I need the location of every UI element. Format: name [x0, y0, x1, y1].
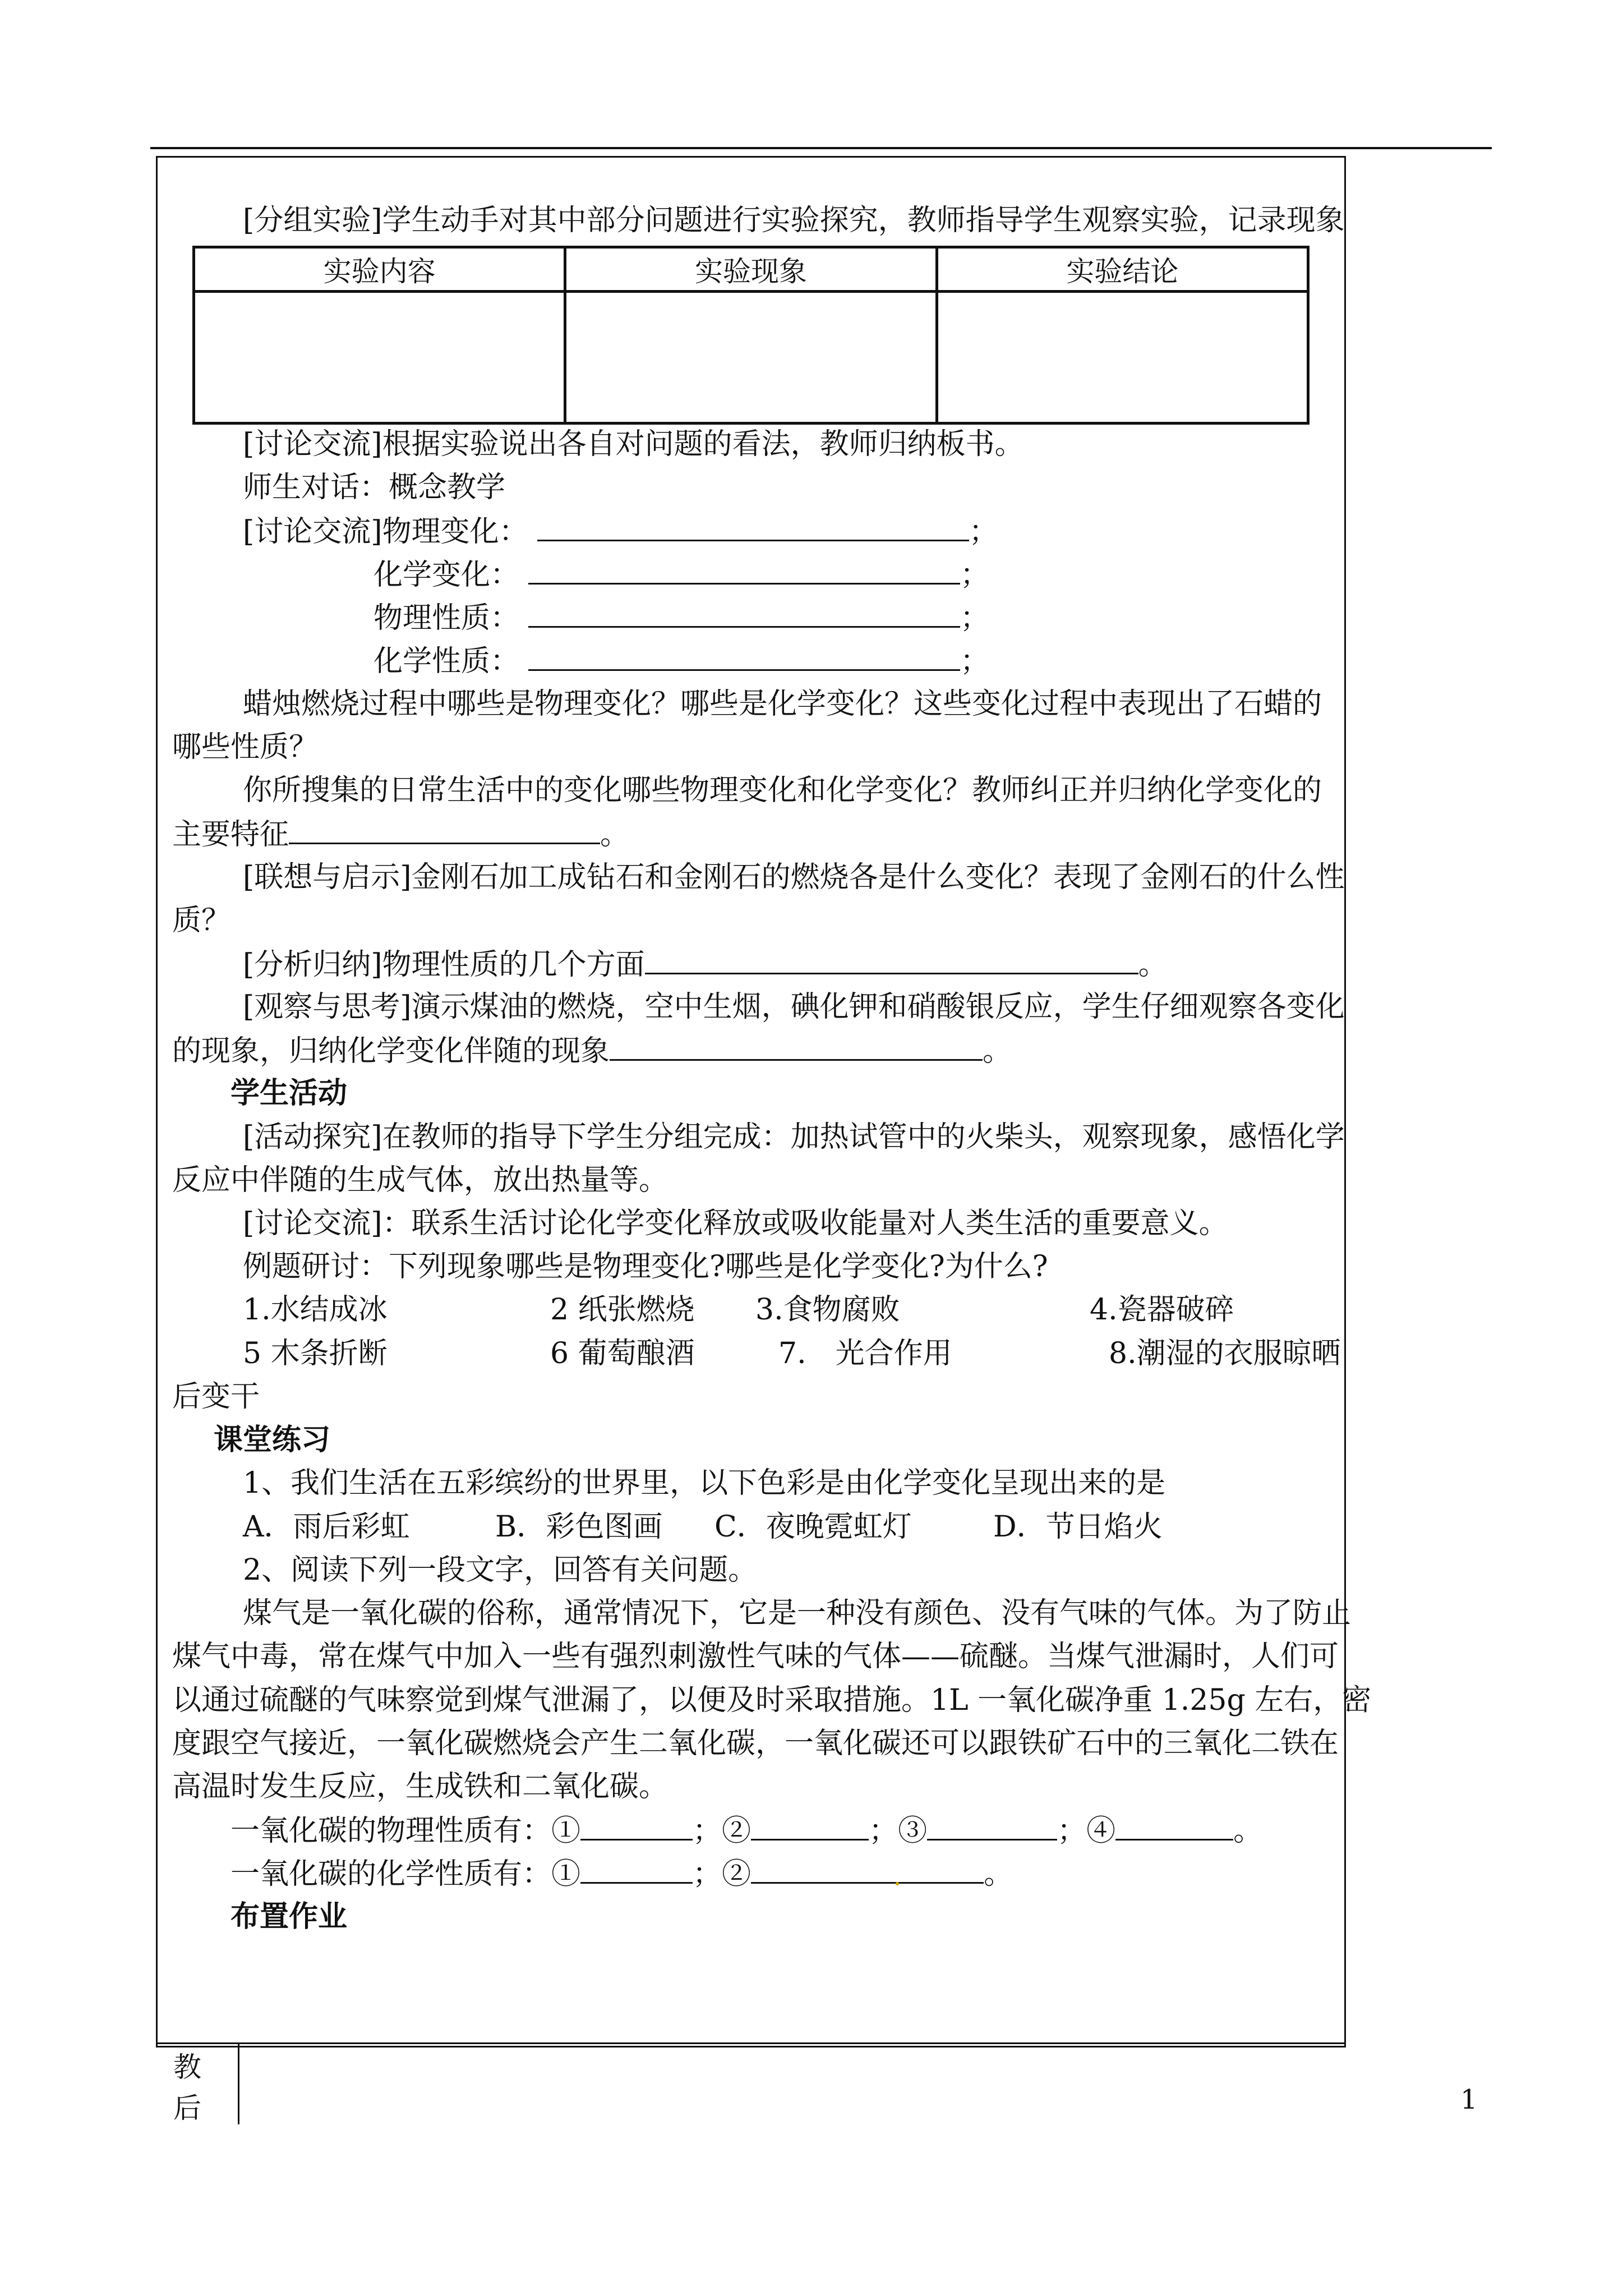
table-header-row — [194, 247, 1308, 292]
phenomenon-3: 3.食物腐败 — [755, 1293, 900, 1327]
phenomenon-8: 8.潮湿的衣服晾晒 — [1109, 1337, 1341, 1370]
phenomenon-6: 6 葡萄酿酒 — [550, 1337, 695, 1370]
post-class-label-top: 教 — [173, 2051, 201, 2083]
chemical-change-label: 化学变化： — [374, 558, 520, 592]
passage-line-2: 煤气中毒，常在煤气中加入一些有强烈刺激性气味的气体——硫醚。当煤气泄漏时，人们可 — [172, 1640, 1339, 1673]
chemical-property-row: 化学性质： ； — [374, 642, 989, 679]
table-row — [194, 292, 1308, 424]
collect-question-line2: 主要特征 。 — [172, 816, 629, 853]
phenomenon-2: 2 纸张燃烧 — [550, 1293, 695, 1327]
post-class-reflection-field[interactable] — [239, 2044, 1344, 2124]
passage-line-3: 以通过硫醚的气味察觉到煤气泄漏了，以便及时采取措施。1L 一氧化碳净重 1.25g 左右，密 — [172, 1683, 1372, 1717]
page-number: 1 — [1460, 2084, 1478, 2115]
co-physical-blank-1[interactable] — [580, 1812, 693, 1841]
phenomenon-4: 4.瓷器破碎 — [1090, 1293, 1234, 1327]
co-chemical-blank-1[interactable] — [580, 1855, 693, 1884]
candle-question-line1: 蜡烛燃烧过程中哪些是物理变化？哪些是化学变化？这些变化过程中表现出了石蜡的 — [243, 687, 1322, 721]
co-physical-properties-row: 一氧化碳的物理性质有：① ；② ；③ ；④ 。 — [230, 1812, 1262, 1849]
q1-option-d[interactable]: D．节日焰火 — [993, 1510, 1163, 1544]
collect-question-line1: 你所搜集的日常生活中的变化哪些物理变化和化学变化？教师纠正并归纳化学变化的 — [243, 774, 1322, 807]
table-header-phenomenon: 实验现象 — [565, 247, 937, 292]
physical-property-blank[interactable] — [528, 599, 960, 628]
question-2: 2、阅读下列一段文字，回答有关问题。 — [243, 1553, 758, 1587]
physical-change-row: [讨论交流]物理变化： ； — [243, 513, 998, 550]
stray-mark — [896, 1882, 899, 1885]
physical-change-blank[interactable] — [537, 513, 969, 541]
homework-heading: 布置作业 — [230, 1900, 348, 1934]
discussion-prefix: [讨论交流] — [243, 515, 382, 549]
page-top-rule — [150, 147, 1492, 149]
co-physical-blank-2[interactable] — [751, 1812, 869, 1841]
physical-property-aspects-blank[interactable] — [645, 946, 1138, 974]
activity-line2: 反应中伴随的生成气体，放出热量等。 — [172, 1163, 668, 1197]
discussion-text-1: [讨论交流]根据实验说出各自对问题的看法，教师归纳板书。 — [243, 427, 1024, 461]
phenomenon-7: 7. 光合作用 — [778, 1337, 952, 1370]
passage-line-5: 高温时发生反应，生成铁和二氧化碳。 — [172, 1770, 668, 1803]
table-header-conclusion: 实验结论 — [937, 247, 1308, 292]
main-features-blank[interactable] — [289, 816, 600, 844]
co-chemical-properties-row: 一氧化碳的化学性质有：① ；② 。 — [230, 1855, 1013, 1892]
analysis-row: [分析归纳]物理性质的几个方面 。 — [243, 946, 1168, 983]
co-chemical-blank-2[interactable] — [751, 1855, 984, 1884]
question-1: 1、我们生活在五彩缤纷的世界里，以下色彩是由化学变化呈现出来的是 — [243, 1466, 1166, 1500]
physical-property-label: 物理性质： — [374, 601, 520, 635]
candle-question-line2: 哪些性质？ — [172, 730, 319, 764]
group-experiment-text: [分组实验]学生动手对其中部分问题进行实验探究，教师指导学生观察实验，记录现象 — [243, 204, 1345, 237]
passage-line-4: 度跟空气接近，一氧化碳燃烧会产生二氧化碳，一氧化碳还可以跟铁矿石中的三氧化二铁在 — [172, 1727, 1339, 1760]
example-question: 例题研讨：下列现象哪些是物理变化?哪些是化学变化?为什么? — [243, 1250, 1048, 1283]
student-activity-heading: 学生活动 — [230, 1076, 348, 1110]
passage-line-1: 煤气是一氧化碳的俗称，通常情况下，它是一种没有颜色、没有气味的气体。为了防止 — [243, 1596, 1352, 1630]
physical-property-row: 物理性质： ； — [374, 599, 989, 636]
association-line2: 质？ — [172, 904, 231, 937]
physical-change-label: 物理变化： — [382, 515, 528, 549]
lesson-plan-frame — [156, 156, 1372, 2124]
accompanying-phenomena-blank[interactable] — [610, 1032, 983, 1061]
association-line1: [联想与启示]金刚石加工成钻石和金刚石的燃烧各是什么变化？表现了金刚石的什么性 — [243, 861, 1345, 894]
discussion-text-3: [讨论交流]：联系生活讨论化学变化释放或吸收能量对人类生活的重要意义。 — [243, 1207, 1228, 1240]
chemical-change-blank[interactable] — [528, 556, 960, 585]
table-cell-phenomenon[interactable] — [565, 292, 937, 424]
practice-heading: 课堂练习 — [214, 1423, 331, 1457]
q1-option-c[interactable]: C．夜晚霓虹灯 — [714, 1510, 912, 1544]
co-physical-blank-3[interactable] — [927, 1812, 1057, 1841]
chemical-property-blank[interactable] — [528, 642, 960, 671]
observe-line1: [观察与思考]演示煤油的燃烧，空中生烟，碘化钾和硝酸银反应，学生仔细观察各变化 — [243, 990, 1345, 1024]
q1-option-a[interactable]: A．雨后彩虹 — [243, 1510, 410, 1544]
post-class-label-bottom: 后 — [173, 2092, 201, 2124]
observe-line2: 的现象，归纳化学变化伴随的现象 。 — [172, 1032, 1012, 1069]
phenomenon-5: 5 木条折断 — [243, 1337, 388, 1370]
phenomenon-1: 1.水结成冰 — [243, 1293, 388, 1327]
chemical-property-label: 化学性质： — [374, 645, 520, 678]
table-cell-conclusion[interactable] — [937, 292, 1308, 424]
teacher-student-dialogue: 师生对话：概念教学 — [243, 471, 506, 504]
chemical-change-row: 化学变化： ； — [374, 556, 989, 593]
phenomenon-8-cont: 后变干 — [172, 1380, 260, 1414]
q1-option-b[interactable]: B．彩色图画 — [495, 1510, 663, 1544]
experiment-table — [192, 246, 1310, 425]
table-cell-content[interactable] — [194, 292, 565, 424]
activity-line1: [活动探究]在教师的指导下学生分组完成：加热试管中的火柴头，观察现象，感悟化学 — [243, 1120, 1345, 1154]
co-physical-blank-4[interactable] — [1115, 1812, 1233, 1841]
table-header-content: 实验内容 — [194, 247, 565, 292]
